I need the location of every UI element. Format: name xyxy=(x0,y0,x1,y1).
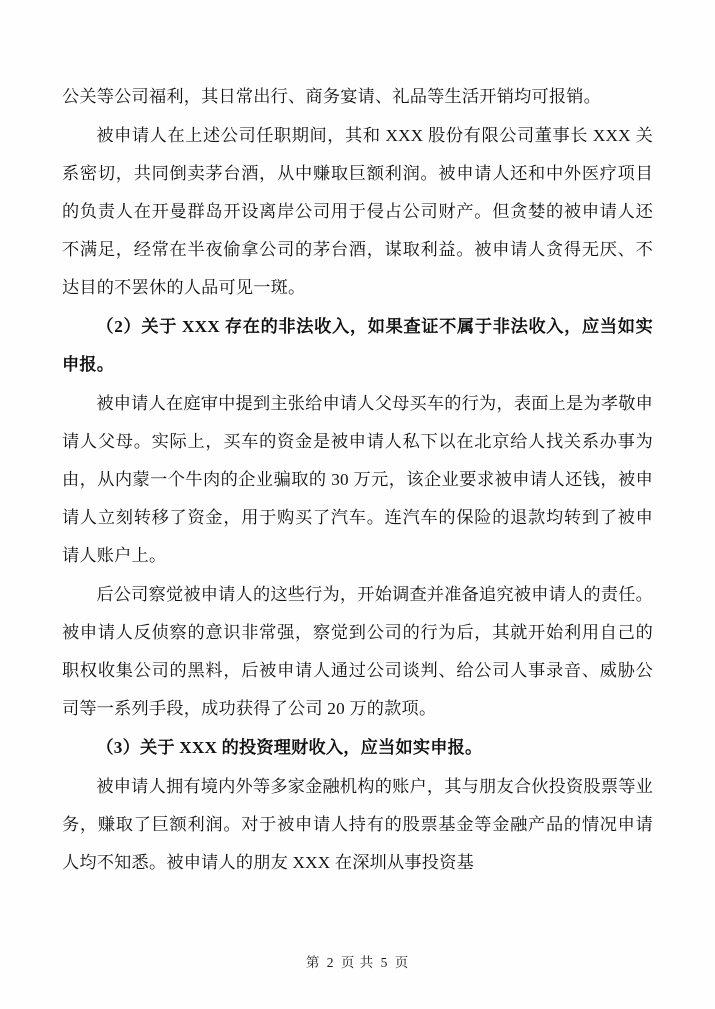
footer-suffix: 页 xyxy=(394,955,410,970)
section-heading: （2）关于 XXX 存在的非法收入，如果查证不属于非法收入，应当如实申报。 xyxy=(62,317,653,374)
footer-current-page: 2 xyxy=(326,955,335,970)
paragraph: 被申请人在庭审中提到主张给申请人父母买车的行为，表面上是为孝敬申请人父母。实际上，买车的资金是被申请人私下以在北京给人找关系办事为由，从内蒙一个牛肉的企业骗取的 30 万元，该企业要求被申请人还钱，被申请人立刻转移了资金，用于购买了汽车。连汽车的保险的退款均转到了被申请人账户上。 xyxy=(62,394,653,565)
paragraph: 被申请人在上述公司任职期间，其和 XXX 股份有限公司董事长 XXX 关系密切，共同倒卖茅台酒，从中赚取巨额利润。被申请人还和中外医疗项目的负责人在开曼群岛开设离岸公司用于侵占公司财产。但贪婪的被申请人还不满足，经常在半夜偷拿公司的茅台酒，谋取利益。被申请人贪得无厌、不达目的不罢休的人品可见一斑。 xyxy=(62,126,653,297)
footer-total-pages: 5 xyxy=(380,955,389,970)
paragraph: 被申请人拥有境内外等多家金融机构的账户，其与朋友合伙投资股票等业务，赚取了巨额利润。对于被申请人持有的股票基金等金融产品的情况申请人均不知悉。被申请人的朋友 XXX 在深圳从事投资基 xyxy=(62,777,653,872)
footer-prefix: 第 xyxy=(305,955,321,970)
page-footer xyxy=(0,951,715,971)
footer-middle: 页 共 xyxy=(340,955,375,970)
paragraph: 公关等公司福利，其日常出行、商务宴请、礼品等生活开销均可报销。 xyxy=(62,87,602,106)
section-heading: （3）关于 XXX 的投资理财收入，应当如实申报。 xyxy=(96,738,483,757)
paragraph: 后公司察觉被申请人的这些行为，开始调查并准备追究被申请人的责任。被申请人反侦察的意识非常强，察觉到公司的行为后，其就开始利用自己的职权收集公司的黑料，后被申请人通过公司谈判、给公司人事录音、威胁公司等一系列手段，成功获得了公司 20 万的款项。 xyxy=(62,585,653,718)
document-body xyxy=(62,78,653,882)
